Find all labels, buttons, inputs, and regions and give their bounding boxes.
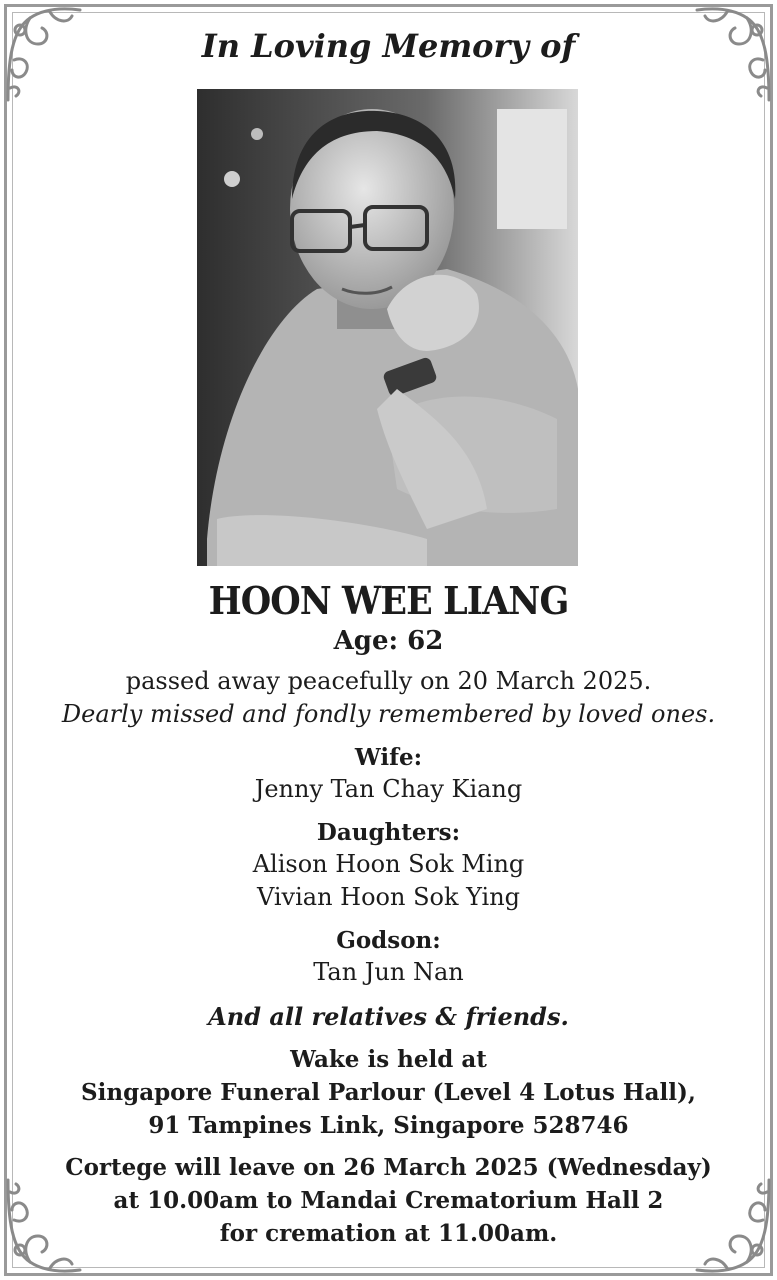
cremation-time-line: for cremation at 11.00am. [219,1220,558,1247]
wife-name: Jenny Tan Chay Kiang [254,775,523,803]
daughter-name: Vivian Hoon Sok Ying [256,883,521,911]
age-label: Age: 62 [333,626,444,656]
portrait-photo [197,89,578,566]
daughter-name: Alison Hoon Sok Ming [252,850,525,878]
daughters-label: Daughters: [316,819,461,846]
godson-label: Godson: [336,927,441,954]
deceased-name: HOON WEE LIANG [208,578,569,623]
remembered-text: Dearly missed and fondly remembered by loved ones. [61,700,716,728]
passed-away-text: passed away peacefully on 20 March 2025. [125,667,652,695]
wake-venue-line: Singapore Funeral Parlour (Level 4 Lotus Hall), [81,1079,696,1106]
cortege-line: Cortege will leave on 26 March 2025 (Wednesday) [65,1154,712,1181]
memorial-heading: In Loving Memory of [201,27,576,65]
wake-address-line: 91 Tampines Link, Singapore 528746 [148,1112,629,1139]
godson-name: Tan Jun Nan [313,958,464,986]
relatives-text: And all relatives & friends. [208,1002,569,1031]
cortege-destination-line: at 10.00am to Mandai Crematorium Hall 2 [113,1187,664,1214]
wife-label: Wife: [354,744,423,771]
wake-line: Wake is held at [290,1046,487,1073]
